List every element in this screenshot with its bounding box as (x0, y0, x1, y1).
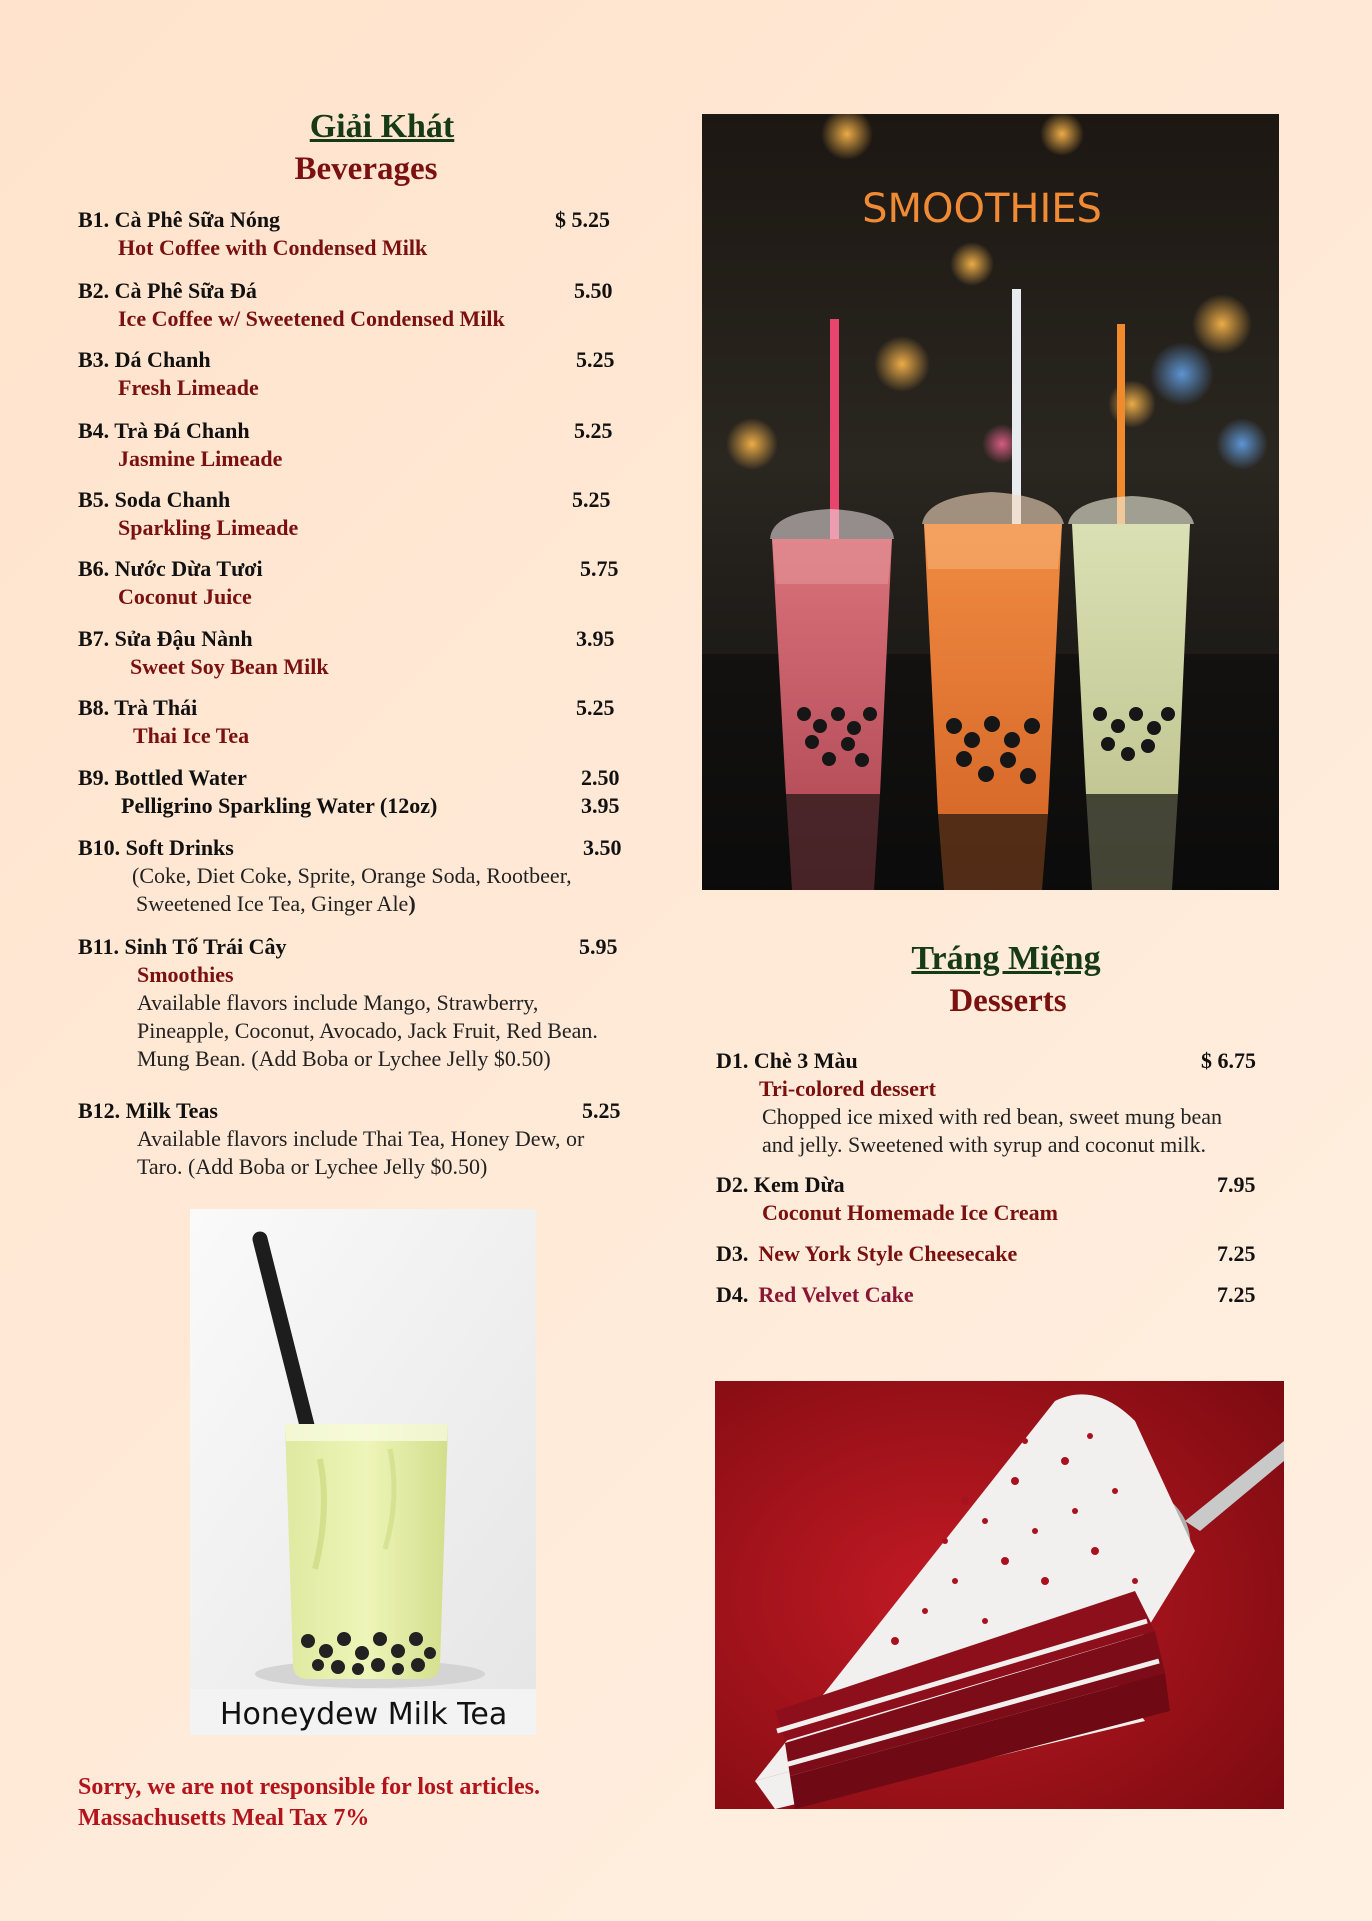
item-name: D1. Chè 3 Màu (716, 1048, 858, 1073)
smoothies-photo (702, 114, 1279, 890)
item-name: B12. Milk Teas (78, 1098, 218, 1123)
item-name: B1. Cà Phê Sữa Nóng (78, 207, 281, 232)
item-english-name: Coconut Homemade Ice Cream (762, 1200, 1058, 1225)
smoothies-photo-label: SMOOTHIES (862, 186, 1102, 232)
item-name: New York Style Cheesecake (758, 1241, 1018, 1266)
milk-tea-photo (190, 1209, 536, 1735)
item-sub-name: Pelligrino Sparkling Water (12oz) (121, 793, 438, 818)
item-price: 5.25 (576, 347, 615, 372)
item-price: $ 5.25 (555, 207, 610, 232)
item-name: B6. Nước Dừa Tươi (78, 556, 263, 581)
item-price: 5.25 (576, 695, 615, 720)
item-english-name: Hot Coffee with Condensed Milk (118, 235, 428, 260)
desserts-title-en: Desserts (949, 983, 1067, 1019)
item-english-name: Sweet Soy Bean Milk (130, 654, 329, 679)
item-english-name: Thai Ice Tea (133, 723, 250, 748)
item-description: Pineapple, Coconut, Avocado, Jack Fruit, Red Bean. (137, 1018, 598, 1043)
item-price: $ 6.75 (1201, 1048, 1256, 1073)
menu-item-b1 (78, 206, 658, 262)
menu-item-d4 (716, 1281, 1276, 1309)
item-price: 7.25 (1217, 1282, 1256, 1307)
item-name: Red Velvet Cake (758, 1282, 914, 1307)
item-number: D3. (716, 1241, 749, 1266)
item-english-name: Ice Coffee w/ Sweetened Condensed Milk (118, 306, 505, 331)
desserts-title-vn: Tráng Miệng (911, 940, 1101, 977)
menu-item-d3 (716, 1240, 1276, 1268)
item-description: Chopped ice mixed with red bean, sweet mung bean (762, 1104, 1223, 1129)
item-name: B7. Sửa Đậu Nành (78, 626, 253, 651)
footer-lost-articles: Sorry, we are not responsible for lost articles. (78, 1774, 540, 1800)
item-price: 5.25 (574, 418, 613, 443)
item-english-name: Smoothies (137, 962, 234, 987)
menu-item-b2 (78, 277, 658, 333)
item-english-name: Tri-colored dessert (759, 1076, 936, 1101)
item-name: B10. Soft Drinks (78, 835, 234, 860)
beverages-title-en: Beverages (294, 151, 438, 187)
milk-tea-caption: Honeydew Milk Tea (220, 1697, 508, 1732)
item-english-name: Fresh Limeade (118, 375, 259, 400)
menu-item-b5 (78, 486, 658, 542)
item-price: 3.95 (576, 626, 615, 651)
desserts-list (716, 1047, 1276, 1317)
menu-item-b12 (78, 1097, 658, 1181)
footer-meal-tax: Massachusetts Meal Tax 7% (78, 1805, 370, 1831)
item-name: B11. Sinh Tố Trái Cây (78, 934, 287, 959)
item-english-name: Coconut Juice (118, 584, 252, 609)
item-description: Taro. (Add Boba or Lychee Jelly $0.50) (137, 1154, 488, 1179)
item-description: Available flavors include Thai Tea, Honey Dew, or (137, 1126, 585, 1151)
item-price: 5.75 (580, 556, 619, 581)
item-name: B9. Bottled Water (78, 765, 247, 790)
menu-item-b9 (78, 764, 658, 820)
menu-item-b3 (78, 346, 658, 402)
item-english-name: Jasmine Limeade (118, 446, 283, 471)
item-price: 5.50 (574, 278, 613, 303)
item-name: B3. Dá Chanh (78, 347, 211, 372)
item-name: B2. Cà Phê Sữa Đá (78, 278, 257, 303)
item-price: 7.95 (1217, 1172, 1256, 1197)
item-sub-price: 3.95 (581, 793, 620, 818)
item-number: D4. (716, 1282, 749, 1307)
beverages-list (78, 206, 658, 1186)
menu-item-b11 (78, 933, 658, 1073)
menu-item-b8 (78, 694, 658, 750)
menu-item-b4 (78, 417, 658, 473)
item-price: 2.50 (581, 765, 620, 790)
menu-item-d1 (716, 1047, 1276, 1159)
item-english-name: Sparkling Limeade (118, 515, 299, 540)
item-description: and jelly. Sweetened with syrup and coconut milk. (762, 1132, 1206, 1157)
item-name: D2. Kem Dừa (716, 1172, 845, 1197)
item-price: 5.25 (582, 1098, 621, 1123)
red-velvet-cake-illustration (715, 1381, 1284, 1809)
beverages-title-vn: Giải Khát (309, 108, 455, 145)
item-price: 7.25 (1217, 1241, 1256, 1266)
item-name: B5. Soda Chanh (78, 487, 231, 512)
menu-item-b10 (78, 834, 658, 918)
menu-item-d2 (716, 1171, 1276, 1227)
item-name: B8. Trà Thái (78, 695, 198, 720)
red-velvet-cake-photo (715, 1381, 1284, 1809)
menu-item-b7 (78, 625, 658, 681)
item-description: Mung Bean. (Add Boba or Lychee Jelly $0.50) (137, 1046, 551, 1071)
item-name: B4. Trà Đá Chanh (78, 418, 250, 443)
item-price: 3.50 (583, 835, 622, 860)
item-price: 5.25 (572, 487, 611, 512)
menu-item-b6 (78, 555, 658, 611)
item-description: Available flavors include Mango, Strawberry, (137, 990, 539, 1015)
item-description: Sweetened Ice Tea, Ginger Ale) (136, 891, 416, 916)
item-price: 5.95 (579, 934, 618, 959)
smoothies-illustration (702, 114, 1279, 890)
item-description: (Coke, Diet Coke, Sprite, Orange Soda, Rootbeer, (132, 863, 572, 888)
milk-tea-illustration (190, 1209, 536, 1689)
